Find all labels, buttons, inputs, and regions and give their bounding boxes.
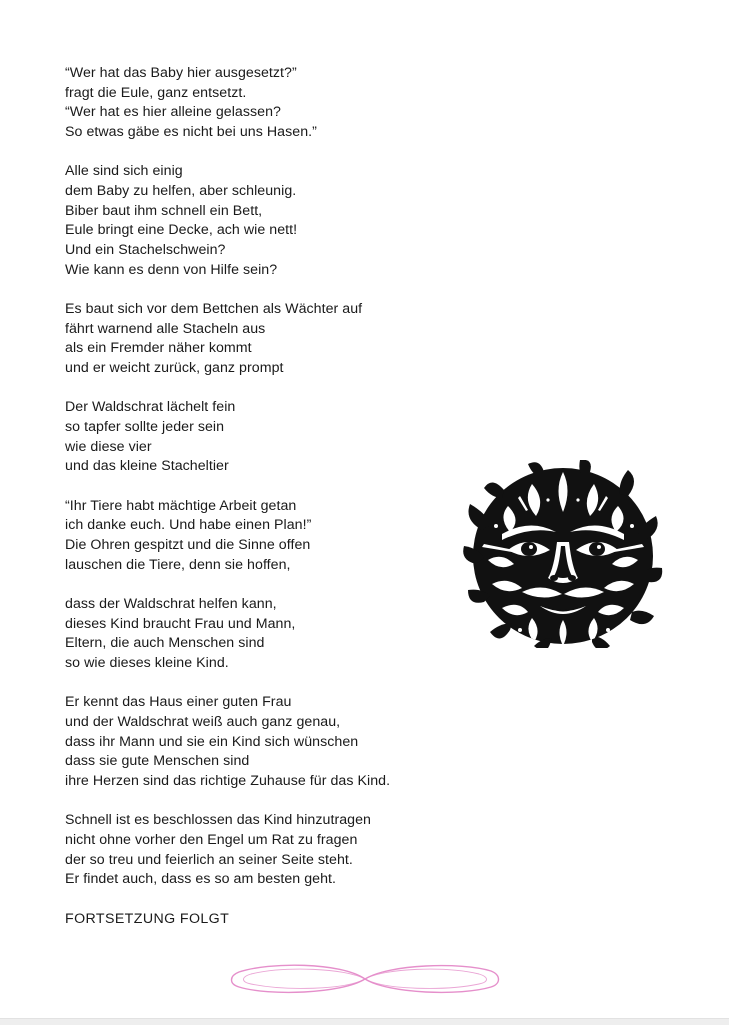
poem-line: Eltern, die auch Menschen sind — [65, 635, 265, 652]
poem-line: Und ein Stachelschwein? — [65, 242, 226, 259]
poem-line: und der Waldschrat weiß auch ganz genau, — [65, 713, 341, 730]
poem-line: Eule bringt eine Decke, ach wie nett! — [65, 222, 298, 239]
poem-line: Schnell ist es beschlossen das Kind hinzutragen — [65, 812, 371, 829]
poem-line: So etwas gäbe es nicht bei uns Hasen.” — [65, 124, 317, 141]
stanza — [65, 693, 465, 792]
stanza — [65, 497, 465, 576]
poem-line: nicht ohne vorher den Engel um Rat zu fragen — [65, 832, 358, 848]
poem-line: Der Waldschrat lächelt fein — [65, 399, 236, 416]
stanza — [65, 64, 465, 143]
poem — [65, 64, 465, 949]
stanza-footer — [65, 910, 465, 930]
poem-line: “Wer hat es hier alleine gelassen? — [65, 104, 281, 121]
poem-line: als ein Fremder näher kommt — [65, 340, 252, 357]
stanza — [65, 398, 465, 477]
stanza — [65, 595, 465, 674]
poem-line: Er kennt das Haus einer guten Frau — [65, 694, 292, 711]
poem-line: ich danke euch. Und habe einen Plan!” — [65, 517, 312, 534]
poem-line: fährt warnend alle Stacheln aus — [65, 320, 266, 337]
poem-line: Alle sind sich einig — [65, 163, 183, 180]
poem-line: dass sie gute Menschen sind — [65, 753, 250, 770]
poem-line: der so treu und feierlich an seiner Seite steht. — [65, 851, 353, 868]
poem-line: dem Baby zu helfen, aber schleunig. — [65, 183, 297, 200]
poem-line: “Wer hat das Baby hier ausgesetzt?” — [65, 65, 297, 81]
poem-line: Wie kann es denn von Hilfe sein? — [65, 261, 278, 278]
poem-line: wie diese vier — [65, 438, 152, 455]
poem-line: Es baut sich vor dem Bettchen als Wächter auf — [65, 301, 363, 318]
poem-line: Die Ohren gespitzt und die Sinne offen — [65, 537, 311, 554]
stanza — [65, 300, 465, 379]
poem-line: lauschen die Tiere, denn sie hoffen, — [65, 556, 291, 573]
stanza — [65, 162, 465, 280]
poem-line: ihre Herzen sind das richtige Zuhause für das Kind. — [65, 773, 391, 790]
stanza — [65, 811, 465, 890]
poem-line: “Ihr Tiere habt mächtige Arbeit getan — [65, 497, 297, 514]
green-man-leaf-face-icon — [462, 460, 665, 648]
poem-line: Biber baut ihm schnell ein Bett, — [65, 202, 263, 219]
poem-line: Er findet auch, dass es so am besten geht. — [65, 871, 337, 888]
continuation-note: FORTSETZUNG FOLGT — [65, 910, 230, 927]
poem-line: und er weicht zurück, ganz prompt — [65, 360, 284, 377]
poem-line: und das kleine Stacheltier — [65, 458, 229, 475]
infinity-flourish-icon — [229, 960, 501, 998]
poem-line: dass der Waldschrat helfen kann, — [65, 595, 277, 612]
poem-line: fragt die Eule, ganz entsetzt. — [65, 84, 247, 101]
poem-line: dass ihr Mann und sie ein Kind sich wünschen — [65, 733, 359, 750]
poem-line: dieses Kind braucht Frau und Mann, — [65, 615, 296, 632]
poem-line: so wie dieses kleine Kind. — [65, 655, 229, 672]
poem-line: so tapfer sollte jeder sein — [65, 419, 225, 436]
